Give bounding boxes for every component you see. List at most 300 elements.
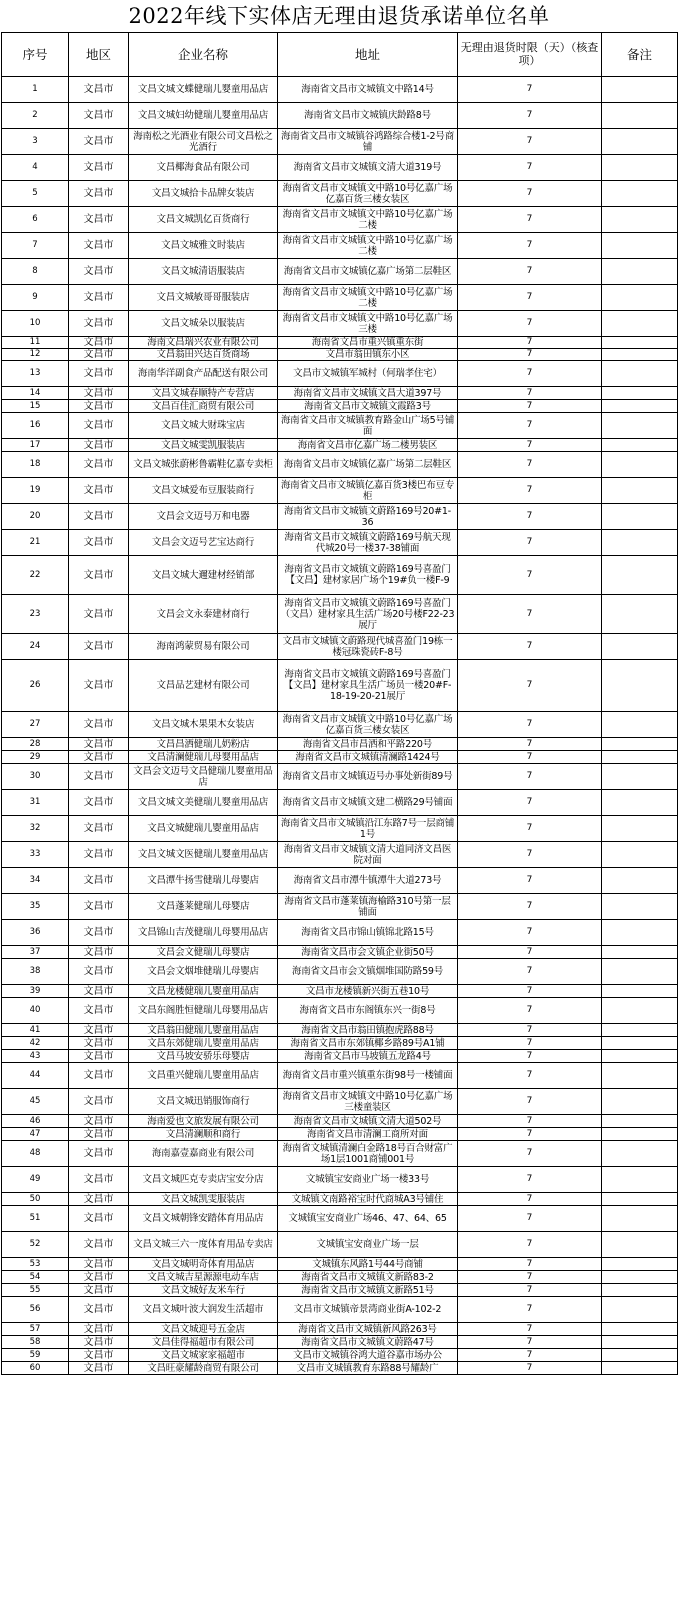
cell-serial-no: 51 — [2, 1206, 69, 1232]
cell-serial-no: 32 — [2, 816, 69, 842]
cell-region: 文昌市 — [69, 868, 129, 894]
cell-region: 文昌市 — [69, 311, 129, 337]
table-row — [2, 452, 678, 478]
table-row — [2, 1050, 678, 1063]
cell-region: 文昌市 — [69, 504, 129, 530]
cell-address: 海南省文城镇清澜白金路18号百合财富广场1层1001商铺001号 — [278, 1141, 458, 1167]
cell-region: 文昌市 — [69, 387, 129, 400]
cell-company-name: 文昌文城拾卡品牌女装店 — [129, 181, 278, 207]
cell-company-name: 文昌重兴健瑞儿婴童用品店 — [129, 1063, 278, 1089]
table-row — [2, 1063, 678, 1089]
table-row — [2, 1362, 678, 1375]
table-row — [2, 1232, 678, 1258]
cell-address: 文昌市文城镇谷鸿大道谷嘉市场办公 — [278, 1349, 458, 1362]
cell-return-days: 7 — [458, 842, 602, 868]
table-row — [2, 1024, 678, 1037]
cell-note — [602, 959, 678, 985]
cell-serial-no: 60 — [2, 1362, 69, 1375]
table-row — [2, 1323, 678, 1336]
cell-return-days: 7 — [458, 1336, 602, 1349]
header-serial-no: 序号 — [2, 33, 69, 77]
cell-note — [602, 1271, 678, 1284]
document-title: 2022年线下实体店无理由退货承诺单位名单 — [128, 4, 550, 28]
cell-company-name: 文昌清澜顺和商行 — [129, 1128, 278, 1141]
cell-serial-no: 39 — [2, 985, 69, 998]
cell-address: 海南省文昌市文城镇清澜路1424号 — [278, 751, 458, 764]
cell-note — [602, 530, 678, 556]
cell-company-name: 文昌文城春顺特产专营店 — [129, 387, 278, 400]
table-row — [2, 1128, 678, 1141]
cell-serial-no: 46 — [2, 1115, 69, 1128]
cell-region: 文昌市 — [69, 842, 129, 868]
cell-note — [602, 1128, 678, 1141]
cell-note — [602, 337, 678, 349]
header-address: 地址 — [278, 33, 458, 77]
table-row — [2, 1193, 678, 1206]
cell-serial-no: 52 — [2, 1232, 69, 1258]
cell-note — [602, 77, 678, 103]
cell-serial-no: 27 — [2, 712, 69, 738]
cell-return-days: 7 — [458, 751, 602, 764]
cell-region: 文昌市 — [69, 1349, 129, 1362]
cell-address: 海南省文昌市文城镇亿嘉广场第二层鞋区 — [278, 452, 458, 478]
table-row — [2, 349, 678, 361]
cell-region: 文昌市 — [69, 790, 129, 816]
cell-address: 海南省文昌市文城镇亿嘉广场第二层鞋区 — [278, 259, 458, 285]
cell-serial-no: 11 — [2, 337, 69, 349]
cell-serial-no: 20 — [2, 504, 69, 530]
header-company-name: 企业名称 — [129, 33, 278, 77]
cell-note — [602, 439, 678, 452]
cell-address: 海南省文昌市文城镇文中路14号 — [278, 77, 458, 103]
cell-address: 海南省文昌市文城镇亿嘉百货3楼巴布豆专柜 — [278, 478, 458, 504]
cell-return-days: 7 — [458, 259, 602, 285]
cell-note — [602, 478, 678, 504]
cell-return-days: 7 — [458, 337, 602, 349]
table-row — [2, 413, 678, 439]
cell-region: 文昌市 — [69, 712, 129, 738]
cell-note — [602, 894, 678, 920]
cell-address: 海南省文昌市文城镇文蔚路169号20#1-36 — [278, 504, 458, 530]
cell-company-name: 文昌文城文蝶健瑞儿婴童用品店 — [129, 77, 278, 103]
cell-note — [602, 181, 678, 207]
cell-company-name: 文昌文城敏哥哥服装店 — [129, 285, 278, 311]
cell-serial-no: 10 — [2, 311, 69, 337]
cell-company-name: 海南松之光酒业有限公司文昌松之光酒行 — [129, 129, 278, 155]
table-row — [2, 1336, 678, 1349]
cell-return-days: 7 — [458, 894, 602, 920]
cell-region: 文昌市 — [69, 1024, 129, 1037]
cell-company-name: 文昌会文健瑞儿母婴店 — [129, 946, 278, 959]
cell-note — [602, 259, 678, 285]
cell-address: 文城镇宝安商业广场46、47、64、65 — [278, 1206, 458, 1232]
cell-region: 文昌市 — [69, 233, 129, 259]
cell-note — [602, 1362, 678, 1375]
cell-company-name: 文昌会文烟堆健瑞儿母婴店 — [129, 959, 278, 985]
cell-note — [602, 1167, 678, 1193]
cell-address: 海南省文昌市文城镇文蔚路169号喜盈门（文昌）建材家具生活广场20号楼F22-23展厅 — [278, 595, 458, 634]
cell-region: 文昌市 — [69, 1167, 129, 1193]
cell-region: 文昌市 — [69, 1115, 129, 1128]
cell-note — [602, 1258, 678, 1271]
cell-address: 海南省文昌市文城镇文中路10号亿嘉广场二楼 — [278, 285, 458, 311]
cell-return-days: 7 — [458, 452, 602, 478]
cell-address: 海南省文昌市文城镇文中路10号亿嘉广场二楼 — [278, 233, 458, 259]
cell-address: 文昌市龙楼镇新兴街五巷10号 — [278, 985, 458, 998]
cell-address: 海南省文昌市文城镇文清大道502号 — [278, 1115, 458, 1128]
table-row — [2, 1037, 678, 1050]
cell-note — [602, 764, 678, 790]
cell-company-name: 文昌文城三六一度体育用品专卖店 — [129, 1232, 278, 1258]
cell-serial-no: 42 — [2, 1037, 69, 1050]
table-row — [2, 504, 678, 530]
cell-company-name: 文昌文城迅销服饰商行 — [129, 1089, 278, 1115]
cell-company-name: 文昌文城明奇体育用品店 — [129, 1258, 278, 1271]
table-row — [2, 337, 678, 349]
cell-serial-no: 16 — [2, 413, 69, 439]
cell-region: 文昌市 — [69, 1128, 129, 1141]
cell-company-name: 海南鸿蒙贸易有限公司 — [129, 634, 278, 660]
cell-company-name: 文昌文城家家福超市 — [129, 1349, 278, 1362]
cell-serial-no: 12 — [2, 349, 69, 361]
cell-address: 海南省文昌市潭牛镇潭牛大道273号 — [278, 868, 458, 894]
cell-region: 文昌市 — [69, 816, 129, 842]
cell-note — [602, 738, 678, 751]
cell-serial-no: 2 — [2, 103, 69, 129]
cell-note — [602, 751, 678, 764]
cell-serial-no: 21 — [2, 530, 69, 556]
cell-company-name: 文昌百佳汇商贸有限公司 — [129, 400, 278, 413]
cell-company-name: 文昌清澜健瑞儿母婴用品店 — [129, 751, 278, 764]
cell-address: 文昌市文城镇军城村（何瑞孝住宅） — [278, 361, 458, 387]
cell-note — [602, 452, 678, 478]
cell-return-days: 7 — [458, 1232, 602, 1258]
cell-region: 文昌市 — [69, 207, 129, 233]
cell-company-name: 文昌文城爱布豆服装商行 — [129, 478, 278, 504]
cell-company-name: 文昌文城雅文时装店 — [129, 233, 278, 259]
cell-address: 海南省文昌市文城镇文中路10号亿嘉广场三楼童装区 — [278, 1089, 458, 1115]
cell-company-name: 文昌东阁胜恒健瑞儿母婴用品店 — [129, 998, 278, 1024]
cell-return-days: 7 — [458, 285, 602, 311]
cell-return-days: 7 — [458, 1128, 602, 1141]
header-region: 地区 — [69, 33, 129, 77]
cell-note — [602, 349, 678, 361]
cell-company-name: 海南华洋副食产品配送有限公司 — [129, 361, 278, 387]
cell-return-days: 7 — [458, 181, 602, 207]
table-row — [2, 530, 678, 556]
cell-return-days: 7 — [458, 361, 602, 387]
cell-note — [602, 207, 678, 233]
table-row — [2, 1271, 678, 1284]
cell-address: 海南省文昌市昌洒和平路220号 — [278, 738, 458, 751]
cell-return-days: 7 — [458, 660, 602, 712]
cell-region: 文昌市 — [69, 452, 129, 478]
cell-return-days: 7 — [458, 1141, 602, 1167]
cell-company-name: 海南文昌瑞兴农业有限公司 — [129, 337, 278, 349]
cell-region: 文昌市 — [69, 556, 129, 595]
cell-note — [602, 1115, 678, 1128]
cell-address: 海南省文昌市文城镇文昌大道397号 — [278, 387, 458, 400]
table-row — [2, 478, 678, 504]
cell-serial-no: 5 — [2, 181, 69, 207]
cell-address: 文城镇宝安商业广场一楼33号 — [278, 1167, 458, 1193]
cell-serial-no: 57 — [2, 1323, 69, 1336]
table-row — [2, 712, 678, 738]
cell-company-name: 文昌马坡安骄乐母婴店 — [129, 1050, 278, 1063]
cell-address: 海南省文昌市文城镇庆龄路8号 — [278, 103, 458, 129]
cell-serial-no: 35 — [2, 894, 69, 920]
cell-return-days: 7 — [458, 77, 602, 103]
table-row — [2, 1349, 678, 1362]
cell-return-days: 7 — [458, 556, 602, 595]
cell-address: 海南省文昌市文城镇文中路10号亿嘉广场亿嘉百货三楼女装区 — [278, 181, 458, 207]
cell-note — [602, 920, 678, 946]
cell-return-days: 7 — [458, 1089, 602, 1115]
table-row — [2, 1206, 678, 1232]
cell-serial-no: 31 — [2, 790, 69, 816]
cell-company-name: 文昌会文迈号艺宝达商行 — [129, 530, 278, 556]
cell-serial-no: 1 — [2, 77, 69, 103]
cell-region: 文昌市 — [69, 660, 129, 712]
cell-address: 海南省文昌市文城镇文蔚路47号 — [278, 1336, 458, 1349]
cell-region: 文昌市 — [69, 738, 129, 751]
cell-note — [602, 1037, 678, 1050]
cell-region: 文昌市 — [69, 361, 129, 387]
cell-return-days: 7 — [458, 998, 602, 1024]
cell-address: 海南省文昌市锦山镇锦北路15号 — [278, 920, 458, 946]
cell-address: 海南省文昌市东郊镇椰乡路89号A1铺 — [278, 1037, 458, 1050]
table-row — [2, 1297, 678, 1323]
cell-region: 文昌市 — [69, 946, 129, 959]
cell-company-name: 文昌文城吉星源源电动车店 — [129, 1271, 278, 1284]
cell-note — [602, 712, 678, 738]
cell-note — [602, 1232, 678, 1258]
cell-company-name: 文昌文城凯亿百货商行 — [129, 207, 278, 233]
cell-region: 文昌市 — [69, 103, 129, 129]
cell-region: 文昌市 — [69, 1284, 129, 1297]
cell-address: 海南省文昌市文城镇文中路10号亿嘉广场亿嘉百货三楼女装区 — [278, 712, 458, 738]
cell-return-days: 7 — [458, 1037, 602, 1050]
cell-company-name: 文昌文城张蔚彬鲁霸鞋亿嘉专卖柜 — [129, 452, 278, 478]
table-header-row — [2, 33, 678, 77]
cell-address: 海南省文昌市文城镇文建二横路29号铺面 — [278, 790, 458, 816]
cell-note — [602, 556, 678, 595]
table-row — [2, 842, 678, 868]
cell-note — [602, 155, 678, 181]
cell-company-name: 文昌文城文医健瑞儿婴童用品店 — [129, 842, 278, 868]
cell-serial-no: 7 — [2, 233, 69, 259]
cell-return-days: 7 — [458, 478, 602, 504]
cell-region: 文昌市 — [69, 1297, 129, 1323]
cell-region: 文昌市 — [69, 1362, 129, 1375]
cell-return-days: 7 — [458, 1297, 602, 1323]
table-row — [2, 738, 678, 751]
cell-serial-no: 14 — [2, 387, 69, 400]
cell-serial-no: 22 — [2, 556, 69, 595]
cell-address: 海南省文昌市蓬莱镇海榆路310号第一层铺面 — [278, 894, 458, 920]
cell-return-days: 7 — [458, 1323, 602, 1336]
cell-return-days: 7 — [458, 1271, 602, 1284]
table-row — [2, 595, 678, 634]
cell-company-name: 文昌会文永泰建材商行 — [129, 595, 278, 634]
cell-return-days: 7 — [458, 1193, 602, 1206]
cell-region: 文昌市 — [69, 1206, 129, 1232]
cell-region: 文昌市 — [69, 77, 129, 103]
cell-region: 文昌市 — [69, 259, 129, 285]
header-note: 备注 — [602, 33, 678, 77]
cell-return-days: 7 — [458, 959, 602, 985]
cell-region: 文昌市 — [69, 400, 129, 413]
table-row — [2, 751, 678, 764]
cell-return-days: 7 — [458, 311, 602, 337]
cell-address: 海南省文昌市文城镇文中路10号亿嘉广场二楼 — [278, 207, 458, 233]
cell-region: 文昌市 — [69, 764, 129, 790]
cell-address: 文城镇文南路裕宝时代商城A3号铺住 — [278, 1193, 458, 1206]
header-return-days: 无理由退货时限（天）（核查项） — [458, 33, 602, 77]
cell-return-days: 7 — [458, 1206, 602, 1232]
cell-serial-no: 38 — [2, 959, 69, 985]
cell-address: 文昌市文城镇文蔚路现代城喜盈门19栋一楼冠珠瓷砖F-8号 — [278, 634, 458, 660]
cell-region: 文昌市 — [69, 181, 129, 207]
cell-region: 文昌市 — [69, 1193, 129, 1206]
cell-region: 文昌市 — [69, 751, 129, 764]
cell-serial-no: 6 — [2, 207, 69, 233]
cell-return-days: 7 — [458, 504, 602, 530]
cell-serial-no: 36 — [2, 920, 69, 946]
cell-serial-no: 54 — [2, 1271, 69, 1284]
cell-return-days: 7 — [458, 985, 602, 998]
cell-serial-no: 49 — [2, 1167, 69, 1193]
cell-return-days: 7 — [458, 155, 602, 181]
cell-address: 海南省文昌市文城镇新风路263号 — [278, 1323, 458, 1336]
cell-serial-no: 43 — [2, 1050, 69, 1063]
table-row — [2, 764, 678, 790]
cell-address: 海南省文昌市文城镇文清大道同济文昌医院对面 — [278, 842, 458, 868]
cell-note — [602, 103, 678, 129]
cell-address: 海南省文昌市文城镇教育路金山广场5号铺面 — [278, 413, 458, 439]
cell-company-name: 文昌锦山吉茂健瑞儿母婴用品店 — [129, 920, 278, 946]
table-row — [2, 1284, 678, 1297]
cell-return-days: 7 — [458, 439, 602, 452]
cell-company-name: 文昌龙楼健瑞儿婴童用品店 — [129, 985, 278, 998]
cell-serial-no: 13 — [2, 361, 69, 387]
cell-region: 文昌市 — [69, 920, 129, 946]
cell-note — [602, 1193, 678, 1206]
cell-return-days: 7 — [458, 1063, 602, 1089]
cell-return-days: 7 — [458, 530, 602, 556]
cell-serial-no: 24 — [2, 634, 69, 660]
cell-serial-no: 55 — [2, 1284, 69, 1297]
cell-region: 文昌市 — [69, 1323, 129, 1336]
cell-note — [602, 311, 678, 337]
cell-region: 文昌市 — [69, 337, 129, 349]
cell-serial-no: 56 — [2, 1297, 69, 1323]
cell-region: 文昌市 — [69, 595, 129, 634]
cell-region: 文昌市 — [69, 959, 129, 985]
cell-company-name: 文昌潭牛扬雪健瑞儿母婴店 — [129, 868, 278, 894]
cell-company-name: 文昌文城大邇建材经销部 — [129, 556, 278, 595]
cell-note — [602, 816, 678, 842]
cell-address: 海南省文昌市会文镇烟堆国防路59号 — [278, 959, 458, 985]
cell-region: 文昌市 — [69, 634, 129, 660]
cell-return-days: 7 — [458, 946, 602, 959]
cell-serial-no: 34 — [2, 868, 69, 894]
cell-address: 海南省文昌市马坡镇五龙路4号 — [278, 1050, 458, 1063]
cell-region: 文昌市 — [69, 1037, 129, 1050]
cell-return-days: 7 — [458, 1167, 602, 1193]
cell-note — [602, 361, 678, 387]
cell-note — [602, 868, 678, 894]
table-row — [2, 1089, 678, 1115]
cell-serial-no: 47 — [2, 1128, 69, 1141]
cell-note — [602, 387, 678, 400]
cell-note — [602, 634, 678, 660]
cell-company-name: 文昌品艺建材有限公司 — [129, 660, 278, 712]
cell-company-name: 文昌文城雯凯服装店 — [129, 439, 278, 452]
cell-return-days: 7 — [458, 129, 602, 155]
cell-note — [602, 595, 678, 634]
cell-address: 海南省文昌市文城镇文霞路3号 — [278, 400, 458, 413]
cell-company-name: 文昌佳得福超市有限公司 — [129, 1336, 278, 1349]
cell-serial-no: 40 — [2, 998, 69, 1024]
cell-address: 海南省文昌市会文镇企业街50号 — [278, 946, 458, 959]
table-row — [2, 998, 678, 1024]
cell-region: 文昌市 — [69, 1050, 129, 1063]
cell-address: 海南省文昌市文城镇文蔚路169号航天现代城20号一楼37-38铺面 — [278, 530, 458, 556]
cell-serial-no: 45 — [2, 1089, 69, 1115]
table-row — [2, 181, 678, 207]
cell-address: 文昌市翁田镇东小区 — [278, 349, 458, 361]
cell-address: 海南省文昌市东阁镇东兴一街8号 — [278, 998, 458, 1024]
cell-address: 海南省文昌市文城镇迈号办事处新街89号 — [278, 764, 458, 790]
cell-company-name: 文昌文城健瑞儿婴童用品店 — [129, 816, 278, 842]
cell-return-days: 7 — [458, 634, 602, 660]
cell-serial-no: 9 — [2, 285, 69, 311]
cell-region: 文昌市 — [69, 1232, 129, 1258]
table-row — [2, 790, 678, 816]
cell-return-days: 7 — [458, 387, 602, 400]
cell-address: 海南省文昌市文城镇文新路51号 — [278, 1284, 458, 1297]
cell-address: 文城镇东风路1号44号商铺 — [278, 1258, 458, 1271]
cell-note — [602, 129, 678, 155]
cell-return-days: 7 — [458, 1258, 602, 1271]
cell-note — [602, 1284, 678, 1297]
cell-return-days: 7 — [458, 868, 602, 894]
cell-serial-no: 33 — [2, 842, 69, 868]
table-row — [2, 634, 678, 660]
cell-company-name: 海南嘉壹嘉商业有限公司 — [129, 1141, 278, 1167]
table-body — [2, 77, 678, 1375]
cell-company-name: 文昌文城迎号五金店 — [129, 1323, 278, 1336]
cell-note — [602, 1206, 678, 1232]
cell-note — [602, 413, 678, 439]
cell-region: 文昌市 — [69, 349, 129, 361]
cell-address: 文城镇宝安商业广场一层 — [278, 1232, 458, 1258]
table-row — [2, 439, 678, 452]
cell-company-name: 文昌文城木果果木女装店 — [129, 712, 278, 738]
cell-return-days: 7 — [458, 1362, 602, 1375]
cell-return-days: 7 — [458, 1349, 602, 1362]
cell-region: 文昌市 — [69, 1089, 129, 1115]
cell-company-name: 文昌蓬莱健瑞儿母婴店 — [129, 894, 278, 920]
cell-note — [602, 998, 678, 1024]
cell-serial-no: 41 — [2, 1024, 69, 1037]
cell-region: 文昌市 — [69, 1336, 129, 1349]
cell-return-days: 7 — [458, 207, 602, 233]
table-row — [2, 400, 678, 413]
cell-note — [602, 400, 678, 413]
cell-company-name: 文昌文城朵以服装店 — [129, 311, 278, 337]
